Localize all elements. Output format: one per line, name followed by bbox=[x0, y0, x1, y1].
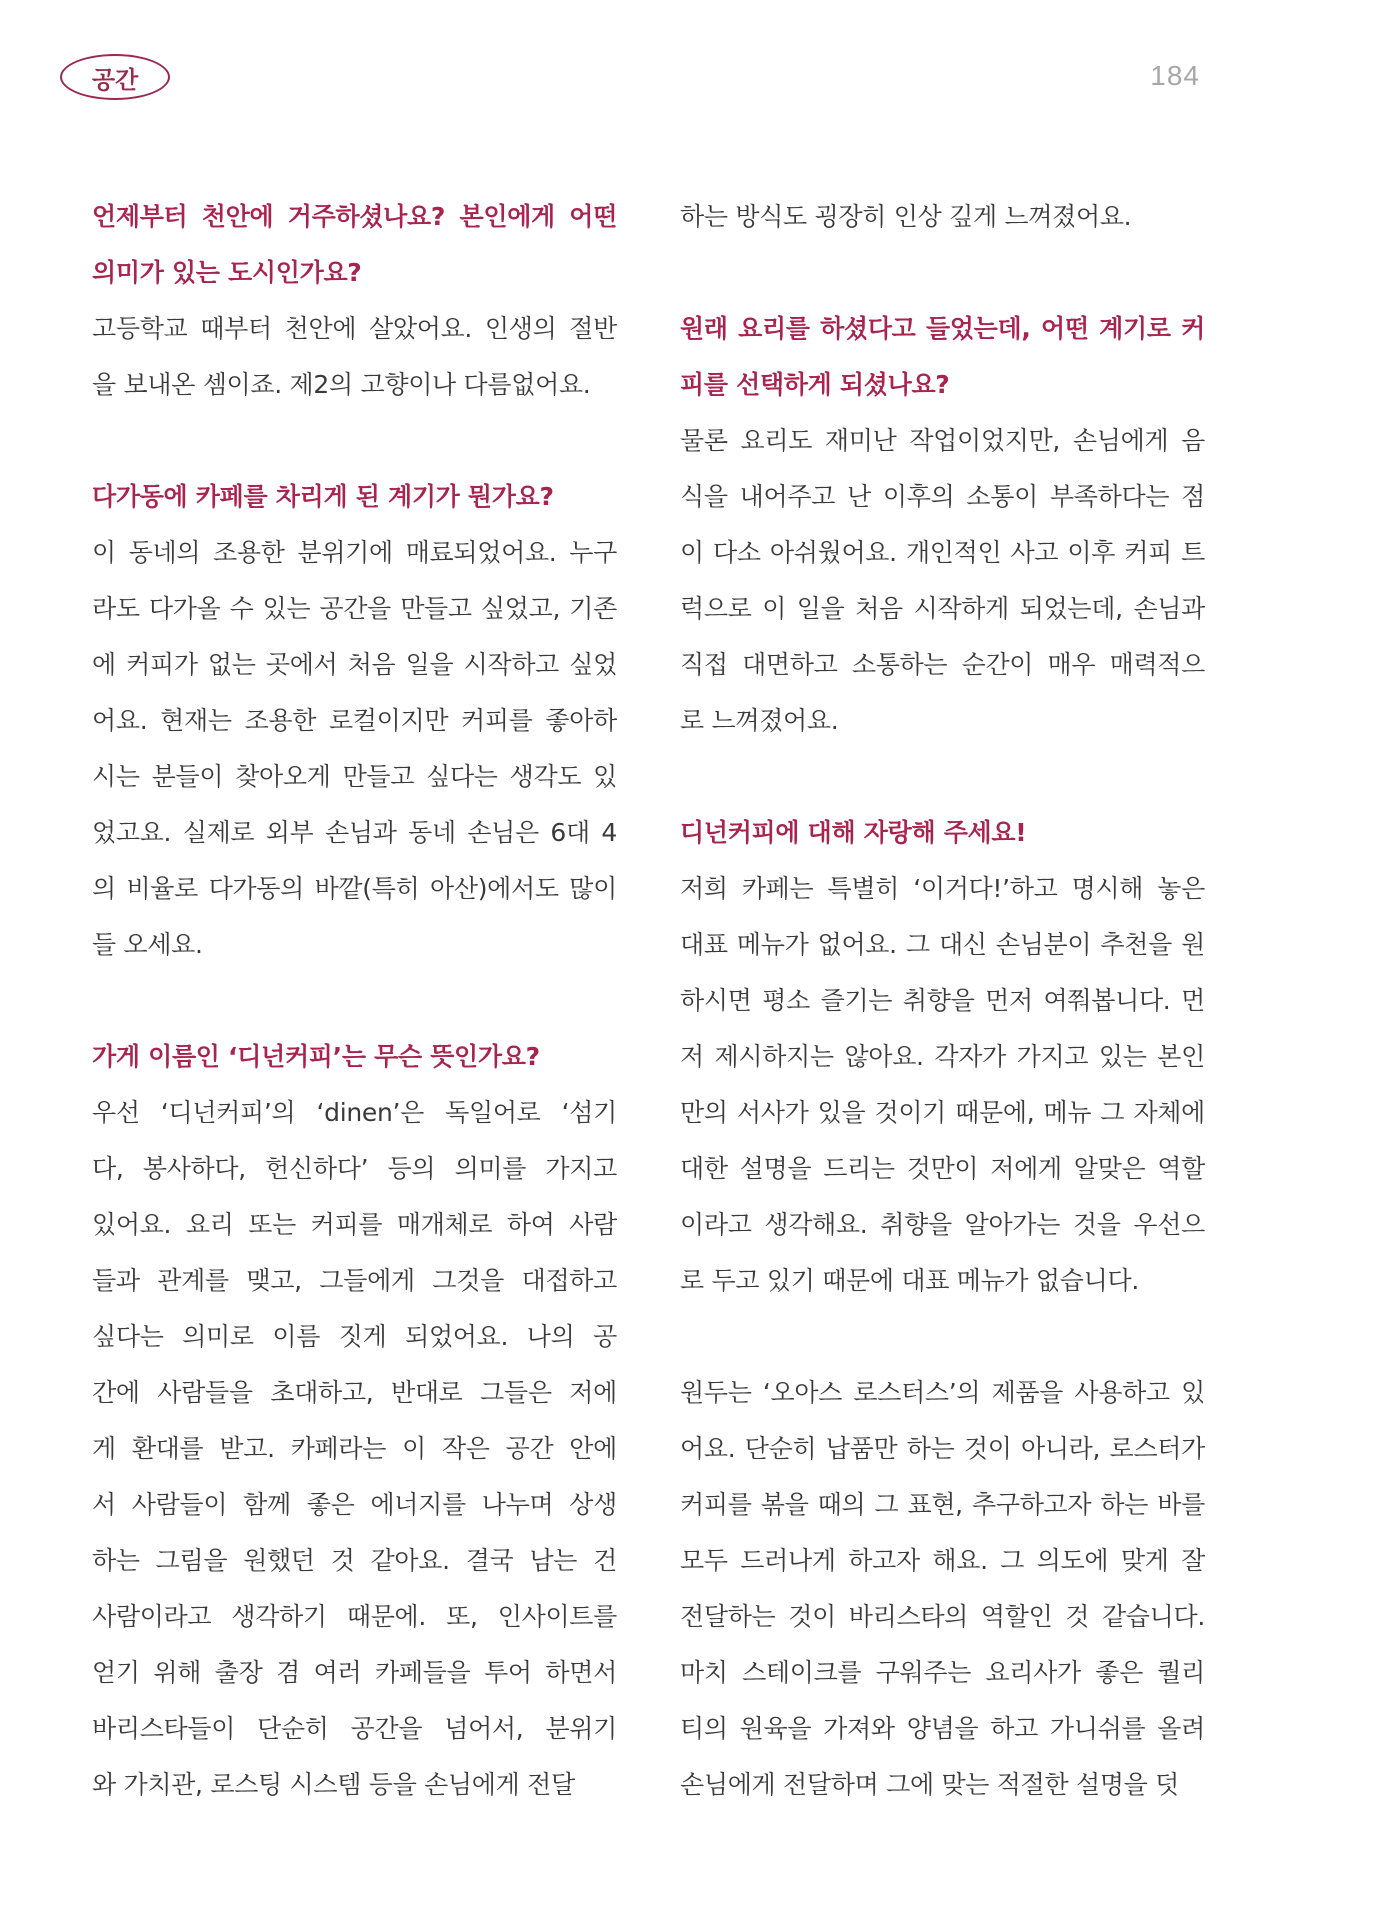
answer-line: 대표 메뉴가 없어요. 그 대신 손님분이 추천을 원 bbox=[680, 930, 1205, 959]
answer-line: 저희 카페는 특별히 ‘이거다!’하고 명시해 놓은 bbox=[680, 874, 1205, 903]
answer-line: 고등학교 때부터 천안에 살았어요. 인생의 절반 bbox=[92, 314, 617, 343]
interview-answer bbox=[680, 861, 1205, 1309]
answer-line: 들 오세요. bbox=[92, 930, 203, 959]
answer-line: 바리스타들이 단순히 공간을 넘어서, 분위기 bbox=[92, 1714, 617, 1743]
answer-line: 저 제시하지는 않아요. 각자가 가지고 있는 본인 bbox=[680, 1042, 1205, 1071]
question-line: 디넌커피에 대해 자랑해 주세요! bbox=[680, 818, 1027, 847]
question-line: 원래 요리를 하셨다고 들었는데, 어떤 계기로 커 bbox=[680, 314, 1205, 343]
question-line: 피를 선택하게 되셨나요? bbox=[680, 370, 950, 399]
question-line: 가게 이름인 ‘디넌커피’는 무슨 뜻인가요? bbox=[92, 1042, 540, 1071]
answer-line: 모두 드러나게 하고자 해요. 그 의도에 맞게 잘 bbox=[680, 1546, 1205, 1575]
answer-line: 우선 ‘디넌커피’의 ‘dinen’은 독일어로 ‘섬기 bbox=[92, 1098, 617, 1127]
answer-line: 어요. 현재는 조용한 로컬이지만 커피를 좋아하 bbox=[92, 706, 617, 735]
answer-line: 하시면 평소 즐기는 취향을 먼저 여쭤봅니다. 먼 bbox=[680, 986, 1205, 1015]
answer-line: 식을 내어주고 난 이후의 소통이 부족하다는 점 bbox=[680, 482, 1205, 511]
interview-question bbox=[92, 469, 617, 525]
answer-line: 원두는 ‘오아스 로스터스’의 제품을 사용하고 있 bbox=[680, 1378, 1205, 1407]
answer-line: 시는 분들이 찾아오게 만들고 싶다는 생각도 있 bbox=[92, 762, 617, 791]
right-column bbox=[680, 189, 1205, 1813]
answer-line: 로 느껴졌어요. bbox=[680, 706, 839, 735]
answer-line: 손님에게 전달하며 그에 맞는 적절한 설명을 덧 bbox=[680, 1770, 1180, 1799]
paragraph-gap bbox=[92, 413, 617, 469]
interview-question bbox=[680, 805, 1205, 861]
answer-line: 있어요. 요리 또는 커피를 매개체로 하여 사람 bbox=[92, 1210, 617, 1239]
answer-line: 이라고 생각해요. 취향을 알아가는 것을 우선으 bbox=[680, 1210, 1205, 1239]
answer-line: 의 비율로 다가동의 바깥(특히 아산)에서도 많이 bbox=[92, 874, 617, 903]
section-tag bbox=[60, 54, 170, 100]
interview-question bbox=[680, 301, 1205, 413]
paragraph-gap bbox=[680, 749, 1205, 805]
answer-line: 서 사람들이 함께 좋은 에너지를 나누며 상생 bbox=[92, 1490, 617, 1519]
interview-question bbox=[92, 189, 617, 301]
answer-line: 간에 사람들을 초대하고, 반대로 그들은 저에 bbox=[92, 1378, 617, 1407]
section-tag-label: 공간 bbox=[91, 65, 139, 94]
answer-line: 이 동네의 조용한 분위기에 매료되었어요. 누구 bbox=[92, 538, 617, 567]
answer-line: 었고요. 실제로 외부 손님과 동네 손님은 6대 4 bbox=[92, 818, 617, 847]
question-line: 의미가 있는 도시인가요? bbox=[92, 258, 362, 287]
answer-line: 럭으로 이 일을 처음 시작하게 되었는데, 손님과 bbox=[680, 594, 1205, 623]
answer-line: 대한 설명을 드리는 것만이 저에게 알맞은 역할 bbox=[680, 1154, 1205, 1183]
answer-line: 하는 방식도 굉장히 인상 깊게 느껴졌어요. bbox=[680, 202, 1132, 231]
answer-line: 로 두고 있기 때문에 대표 메뉴가 없습니다. bbox=[680, 1266, 1139, 1295]
left-column bbox=[92, 189, 617, 1813]
answer-line: 전달하는 것이 바리스타의 역할인 것 같습니다. bbox=[680, 1602, 1205, 1631]
page-number: 184 bbox=[1150, 60, 1200, 91]
answer-line: 하는 그림을 원했던 것 같아요. 결국 남는 건 bbox=[92, 1546, 617, 1575]
answer-line: 직접 대면하고 소통하는 순간이 매우 매력적으 bbox=[680, 650, 1205, 679]
paragraph-gap bbox=[680, 245, 1205, 301]
answer-line: 이 다소 아쉬웠어요. 개인적인 사고 이후 커피 트 bbox=[680, 538, 1205, 567]
interview-question bbox=[92, 1029, 617, 1085]
answer-line: 어요. 단순히 납품만 하는 것이 아니라, 로스터가 bbox=[680, 1434, 1205, 1463]
answer-line: 물론 요리도 재미난 작업이었지만, 손님에게 음 bbox=[680, 426, 1205, 455]
answer-line: 싶다는 의미로 이름 짓게 되었어요. 나의 공 bbox=[92, 1322, 617, 1351]
answer-line: 와 가치관, 로스팅 시스템 등을 손님에게 전달 bbox=[92, 1770, 575, 1799]
answer-line: 만의 서사가 있을 것이기 때문에, 메뉴 그 자체에 bbox=[680, 1098, 1205, 1127]
answer-line: 들과 관계를 맺고, 그들에게 그것을 대접하고 bbox=[92, 1266, 617, 1295]
answer-line: 게 환대를 받고. 카페라는 이 작은 공간 안에 bbox=[92, 1434, 617, 1463]
question-line: 다가동에 카페를 차리게 된 계기가 뭔가요? bbox=[92, 482, 554, 511]
answer-line: 마치 스테이크를 구워주는 요리사가 좋은 퀄리 bbox=[680, 1658, 1205, 1687]
interview-answer bbox=[680, 1365, 1205, 1813]
answer-line: 커피를 볶을 때의 그 표현, 추구하고자 하는 바를 bbox=[680, 1490, 1205, 1519]
answer-line: 얻기 위해 출장 겸 여러 카페들을 투어 하면서 bbox=[92, 1658, 617, 1687]
interview-answer bbox=[680, 413, 1205, 749]
answer-line: 라도 다가올 수 있는 공간을 만들고 싶었고, 기존 bbox=[92, 594, 617, 623]
paragraph-gap bbox=[680, 1309, 1205, 1365]
paragraph-gap bbox=[92, 973, 617, 1029]
answer-line: 티의 원육을 가져와 양념을 하고 가니쉬를 올려 bbox=[680, 1714, 1205, 1743]
interview-answer bbox=[680, 189, 1205, 245]
interview-answer bbox=[92, 1085, 617, 1813]
interview-answer bbox=[92, 301, 617, 413]
answer-line: 사람이라고 생각하기 때문에. 또, 인사이트를 bbox=[92, 1602, 617, 1631]
answer-line: 에 커피가 없는 곳에서 처음 일을 시작하고 싶었 bbox=[92, 650, 617, 679]
interview-answer bbox=[92, 525, 617, 973]
answer-line: 을 보내온 셈이죠. 제2의 고향이나 다름없어요. bbox=[92, 370, 591, 399]
question-line: 언제부터 천안에 거주하셨나요? 본인에게 어떤 bbox=[92, 202, 617, 231]
answer-line: 다, 봉사하다, 헌신하다’ 등의 의미를 가지고 bbox=[92, 1154, 617, 1183]
